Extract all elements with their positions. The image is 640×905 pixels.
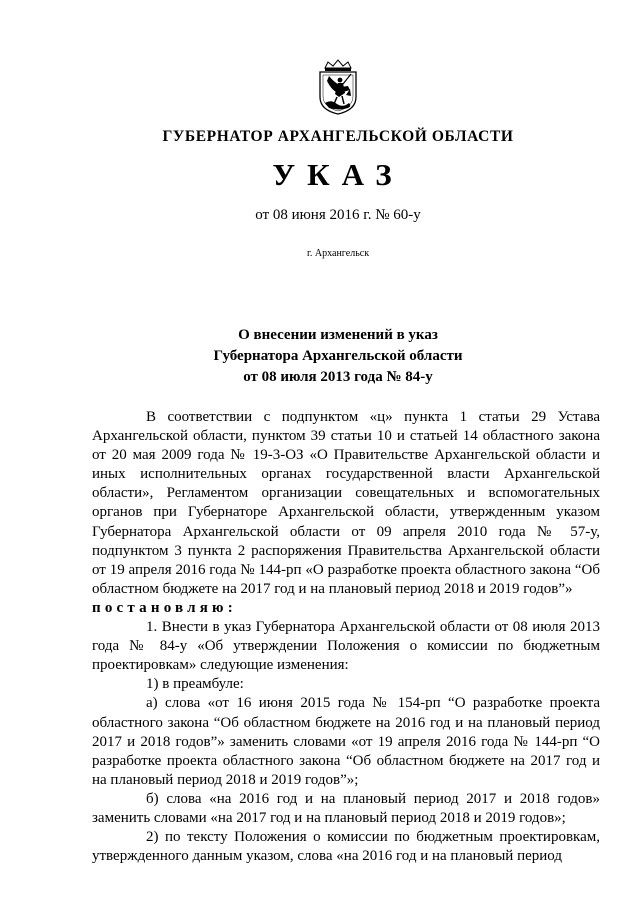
preamble-paragraph: В соответствии с подпунктом «ц» пункта 1 статьи 29 Устава Архангельской области, пунктом 39 статьи 10 и статьей 14 областного закона от 20 мая 2009 года № 19-3-ОЗ «О Правительстве Архангельской области и иных исполнительных органах государственной власти Архангельской области», Регламентом организации совещательных и вспомогательных органов при Губернаторе Архангельской области, утвержденным указом Губернатора Архангельской области от 09 апреля 2010 года № 57-у, подпунктом 3 пункта 2 распоряжения Правительства Архангельской области от 19 апреля 2016 года № 144-рп «О разработке проекта областного закона “Об областном бюджете на 2017 год и на плановый период 2018 и 2019 годов”» xyxy=(92,409,600,597)
item-1-2-paragraph: 2) по тексту Положения о комиссии по бюджетным проектировкам, утвержденного данным указом, слова «на 2016 год и на плановый период xyxy=(92,829,600,865)
document-body xyxy=(92,408,600,866)
title-line-3: от 08 июля 2013 года № 84-у xyxy=(243,369,433,385)
title-line-1: О внесении изменений в указ xyxy=(238,327,438,343)
decree-colon: : xyxy=(227,599,233,616)
title-line-2: Губернатора Архангельской области xyxy=(213,348,463,364)
item-1-1-a-paragraph: а) слова «от 16 июня 2015 года № 154-рп “О разработке проекта областного закона “Об областном бюджете на 2016 год и на плановый период 2017 и 2018 годов”» заменить словами «от 19 апреля 2016 года № 144-рп “О разработке проекта областного закона “Об областном бюджете на 2017 год и на плановый период 2018 и 2019 годов”»; xyxy=(92,695,600,788)
item-1-paragraph: 1. Внести в указ Губернатора Архангельской области от 08 июля 2013 года № 84-у «Об утверждении Положения о комиссии по бюджетным проектировкам» следующие изменения: xyxy=(92,619,600,674)
document-city: г. Архангельск xyxy=(306,248,370,259)
document-title xyxy=(0,325,640,388)
decree-line xyxy=(92,599,600,618)
document-type-heading: УКАЗ xyxy=(272,157,404,192)
decree-word: постановляю xyxy=(92,599,228,616)
coat-of-arms-icon xyxy=(315,59,361,115)
item-1-1-b-paragraph: б) слова «на 2016 год и на плановый период 2017 и 2018 годов» заменить словами «на 2017 год и на плановый период 2018 и 2019 годов»; xyxy=(92,790,600,826)
document-date-number: от 08 июня 2016 г. № 60-у xyxy=(255,207,421,223)
issuer-authority-heading: ГУБЕРНАТОР АРХАНГЕЛЬСКОЙ ОБЛАСТИ xyxy=(162,128,514,145)
item-1-1-paragraph: 1) в преамбуле: xyxy=(146,676,244,693)
coat-of-arms-emblem xyxy=(315,59,361,115)
